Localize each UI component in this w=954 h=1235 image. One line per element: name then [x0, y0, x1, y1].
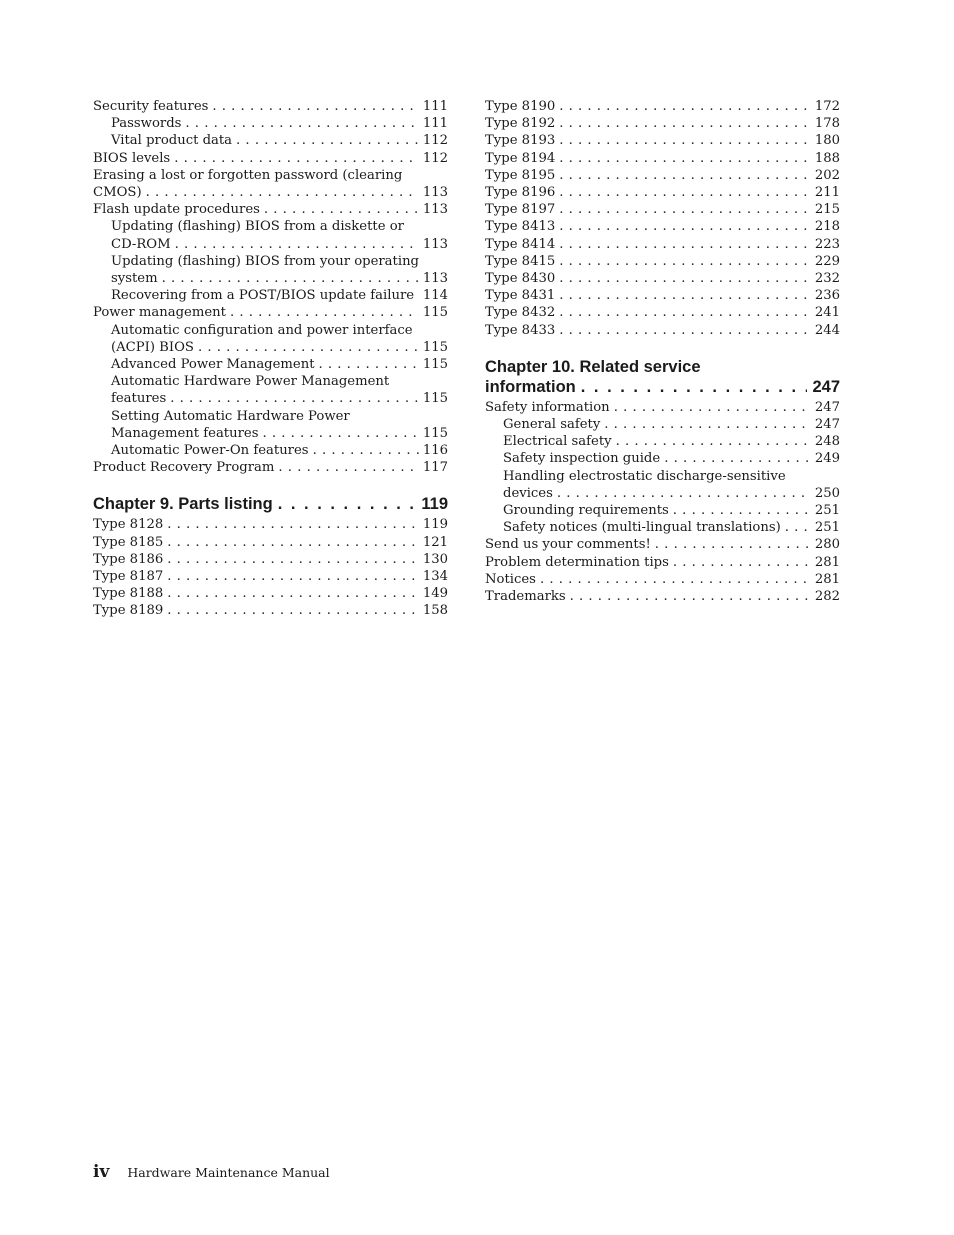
toc-entry[interactable]: Type 8433 . . . 244	[485, 322, 840, 339]
toc-right-column	[485, 98, 840, 605]
toc-entry[interactable]: Type 8431 . . . 236	[485, 287, 840, 304]
toc-entry-line: Automatic Hardware Power Management	[111, 374, 390, 390]
toc-entry[interactable]: Type 8190 . . . 172	[485, 98, 840, 115]
toc-left-column	[93, 98, 448, 620]
toc-entry[interactable]: Type 8430 . . . 232	[485, 270, 840, 287]
toc-entry[interactable]: Safety information . . . 247	[485, 399, 840, 416]
toc-entry[interactable]: Type 8413 . . . 218	[485, 218, 840, 235]
page-footer	[93, 1162, 330, 1182]
toc-entry[interactable]: BIOS levels . . . 112	[93, 150, 448, 167]
toc-entry[interactable]: Product Recovery Program . . . 117	[93, 459, 448, 476]
toc-entry[interactable]: CMOS) . . . 113	[93, 184, 448, 201]
toc-entry[interactable]: Type 8414 . . . 223	[485, 236, 840, 253]
page-number: iv	[93, 1162, 110, 1182]
toc-entry[interactable]: Type 8194 . . . 188	[485, 150, 840, 167]
chapter-10-heading-line[interactable]: Chapter 10. Related service	[485, 357, 701, 376]
toc-entry[interactable]: Grounding requirements . . . 251	[485, 502, 840, 519]
document-title: Hardware Maintenance Manual	[127, 1165, 330, 1180]
toc-entry[interactable]: Type 8195 . . . 202	[485, 167, 840, 184]
toc-entry[interactable]: Security features . . . 111	[93, 98, 448, 115]
toc-entry[interactable]: CD-ROM . . . 113	[93, 236, 448, 253]
toc-entry[interactable]: Type 8187 . . . 134	[93, 568, 448, 585]
toc-entry[interactable]: Passwords . . . 111	[93, 115, 448, 132]
toc-entry[interactable]: Type 8193 . . . 180	[485, 132, 840, 149]
toc-entry-line: Updating (flashing) BIOS from a diskette or	[111, 219, 404, 235]
chapter-10-heading[interactable]: information . . . 247	[485, 377, 840, 397]
toc-entry[interactable]: Electrical safety . . . 248	[485, 433, 840, 450]
toc-entry[interactable]: Send us your comments! . . . 280	[485, 536, 840, 553]
toc-entry[interactable]: Safety notices (multi-lingual translations) . . . 251	[485, 519, 840, 536]
toc-entry-line: Handling electrostatic discharge-sensitive	[503, 468, 786, 484]
toc-entry[interactable]: Type 8196 . . . 211	[485, 184, 840, 201]
toc-entry[interactable]: Management features . . . 115	[93, 425, 448, 442]
toc-entry-line: Automatic configuration and power interface	[111, 322, 413, 338]
toc-entry[interactable]: Type 8128 . . . 119	[93, 516, 448, 533]
toc-entry[interactable]: (ACPI) BIOS . . . 115	[93, 339, 448, 356]
toc-entry[interactable]: Type 8432 . . . 241	[485, 304, 840, 321]
toc-entry[interactable]: Type 8415 . . . 229	[485, 253, 840, 270]
toc-entry[interactable]: Advanced Power Management . . . 115	[93, 356, 448, 373]
toc-entry-line: Updating (flashing) BIOS from your operating	[111, 253, 420, 269]
toc-entry[interactable]: Flash update procedures . . . 113	[93, 201, 448, 218]
toc-entry[interactable]: system . . . 113	[93, 270, 448, 287]
toc-entry[interactable]: General safety . . . 247	[485, 416, 840, 433]
chapter-9-heading[interactable]: Chapter 9. Parts listing . . . 119	[93, 494, 448, 514]
toc-entry[interactable]: Type 8186 . . . 130	[93, 551, 448, 568]
toc-entry[interactable]: Trademarks . . . 282	[485, 588, 840, 605]
toc-entry[interactable]: Notices . . . 281	[485, 571, 840, 588]
toc-entry[interactable]: Problem determination tips . . . 281	[485, 554, 840, 571]
toc-entry[interactable]: Type 8188 . . . 149	[93, 585, 448, 602]
toc-entry[interactable]: Type 8189 . . . 158	[93, 602, 448, 619]
toc-entry-line: Erasing a lost or forgotten password (clearing	[93, 167, 403, 183]
toc-entry[interactable]: Type 8197 . . . 215	[485, 201, 840, 218]
toc-entry-line: Setting Automatic Hardware Power	[111, 408, 350, 424]
toc-entry[interactable]: devices . . . 250	[485, 485, 840, 502]
toc-entry[interactable]: Type 8185 . . . 121	[93, 534, 448, 551]
toc-entry[interactable]: Type 8192 . . . 178	[485, 115, 840, 132]
toc-entry[interactable]: Recovering from a POST/BIOS update failure 114	[111, 288, 448, 304]
toc-entry[interactable]: Power management . . . 115	[93, 304, 448, 321]
toc-entry[interactable]: Safety inspection guide . . . 249	[485, 450, 840, 467]
toc-entry[interactable]: Automatic Power-On features . . . 116	[93, 442, 448, 459]
toc-entry[interactable]: features . . . 115	[93, 390, 448, 407]
toc-entry[interactable]: Vital product data . . . 112	[93, 132, 448, 149]
